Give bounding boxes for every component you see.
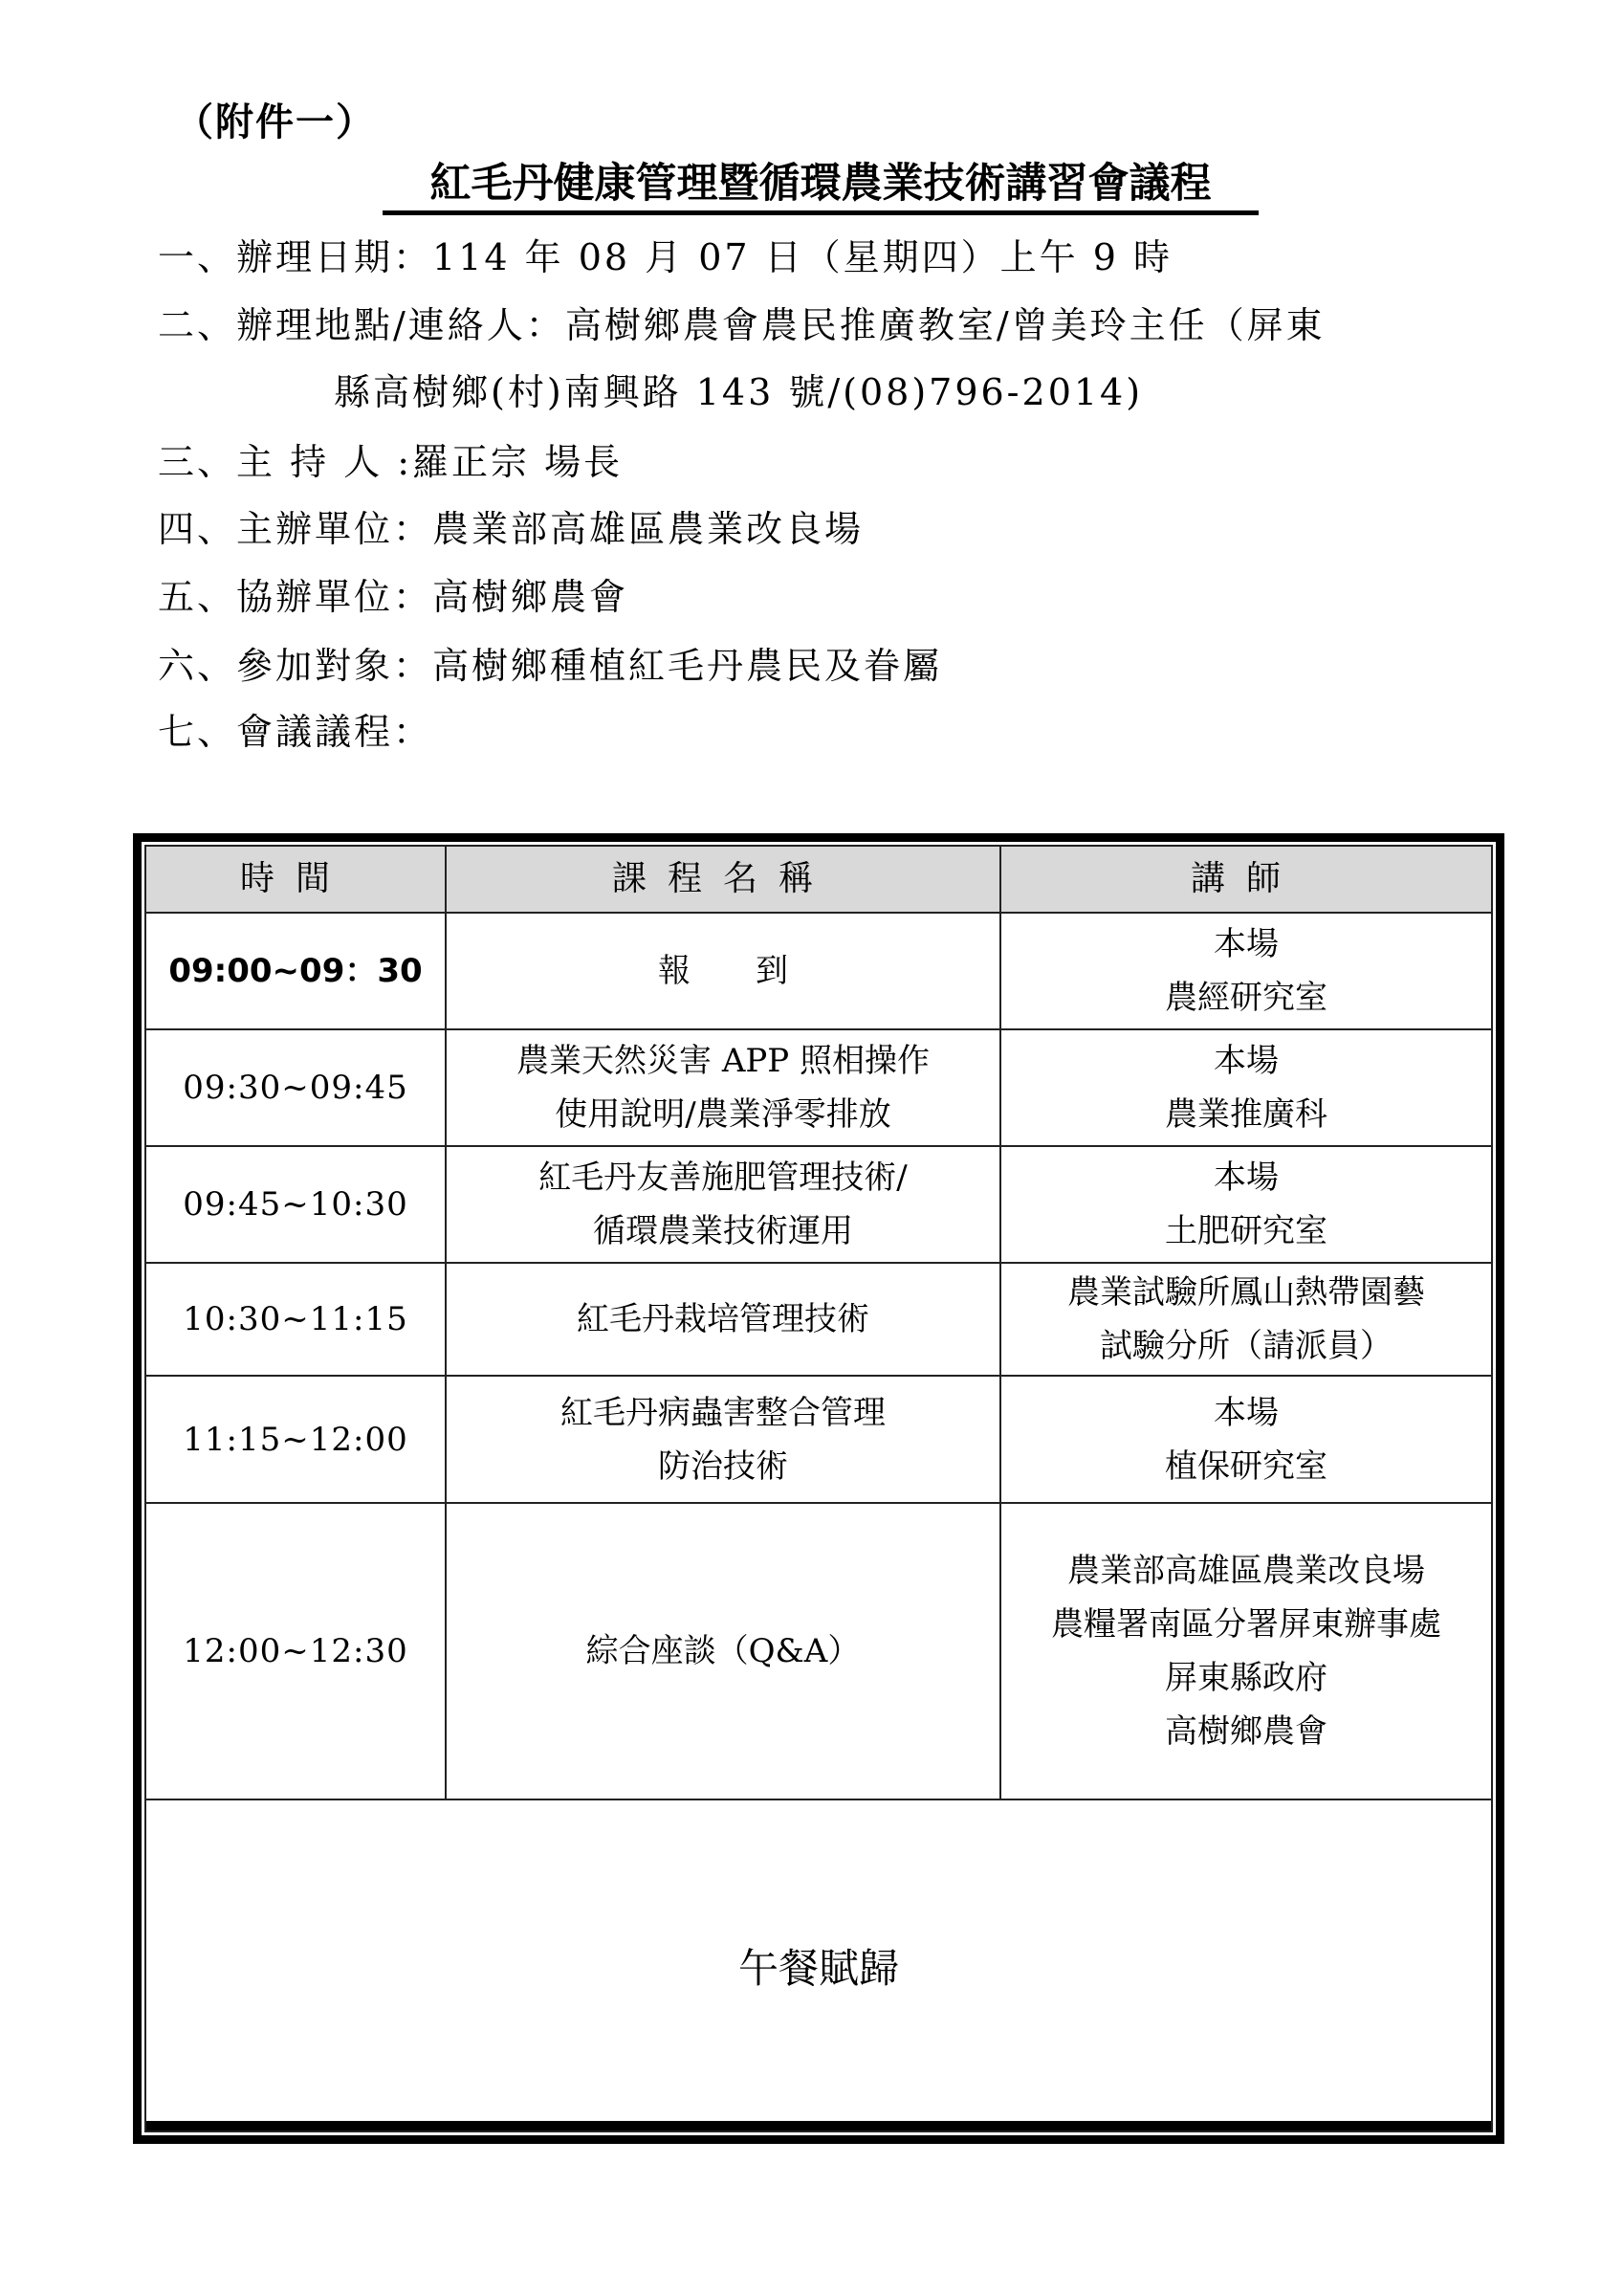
agenda-table bbox=[133, 833, 1504, 2144]
speaker-cell bbox=[1001, 1264, 1491, 1375]
course-cell bbox=[447, 1147, 1001, 1262]
info-location-address: 縣高樹鄉(村)南興路 143 號/(08)796-2014) bbox=[334, 371, 1144, 413]
speaker-cell bbox=[1001, 1377, 1491, 1502]
info-organizer-value: 農業部高雄區農業改良場 bbox=[432, 508, 865, 550]
time-text: 09:30~09:45 bbox=[183, 1069, 408, 1107]
header-speaker bbox=[1001, 847, 1491, 912]
info-co-organizer-label: 五、協辦單位： bbox=[158, 576, 433, 618]
info-host bbox=[158, 438, 623, 486]
header-time-label: 時間 bbox=[239, 859, 351, 898]
course-line: 紅毛丹友善施肥管理技術/ bbox=[538, 1159, 908, 1197]
annex-label: （附件一） bbox=[175, 100, 376, 144]
info-host-value: 羅正宗 場長 bbox=[412, 441, 624, 483]
closing-cell bbox=[146, 1800, 1491, 2130]
info-participants bbox=[158, 642, 942, 690]
course-cell bbox=[447, 914, 1001, 1028]
table-row bbox=[146, 1504, 1491, 1800]
speaker-line: 本場 bbox=[1214, 1393, 1279, 1432]
speaker-line: 農經研究室 bbox=[1165, 979, 1327, 1017]
speaker-line: 農業試驗所鳳山熱帶園藝 bbox=[1067, 1273, 1425, 1312]
agenda-table-inner bbox=[144, 845, 1493, 2132]
course-line: 循環農業技術運用 bbox=[593, 1212, 853, 1250]
table-header-row bbox=[146, 847, 1491, 914]
closing-text: 午餐賦歸 bbox=[737, 1944, 899, 1992]
time-text: 09:00~09：30 bbox=[168, 952, 423, 990]
course-line: 報 到 bbox=[658, 952, 788, 990]
course-line: 農業天然災害 APP 照相操作 bbox=[516, 1042, 930, 1080]
info-location-label: 二、辦理地點/連絡人： bbox=[158, 304, 565, 346]
time-text: 12:00~12:30 bbox=[183, 1632, 408, 1670]
time-cell bbox=[146, 1504, 447, 1799]
document-title: 紅毛丹健康管理暨循環農業技術講習會議程 bbox=[383, 159, 1259, 215]
speaker-cell bbox=[1001, 1504, 1491, 1799]
table-row bbox=[146, 914, 1491, 1030]
table-row bbox=[146, 1147, 1491, 1264]
speaker-cell bbox=[1001, 914, 1491, 1028]
info-date bbox=[158, 233, 1173, 281]
speaker-line: 高樹鄉農會 bbox=[1165, 1712, 1327, 1751]
time-text: 09:45~10:30 bbox=[183, 1185, 408, 1224]
speaker-line: 農業部高雄區農業改良場 bbox=[1067, 1552, 1425, 1590]
speaker-cell bbox=[1001, 1030, 1491, 1145]
course-cell bbox=[447, 1264, 1001, 1375]
time-cell bbox=[146, 1030, 447, 1145]
course-cell bbox=[447, 1377, 1001, 1502]
info-participants-label: 六、參加對象： bbox=[158, 645, 433, 687]
header-speaker-label: 講師 bbox=[1190, 859, 1302, 898]
info-participants-value: 高樹鄉種植紅毛丹農民及眷屬 bbox=[432, 645, 943, 687]
info-organizer-label: 四、主辦單位： bbox=[158, 508, 433, 550]
info-location-value: 高樹鄉農會農民推廣教室/曾美玲主任（屏東 bbox=[564, 304, 1326, 346]
closing-row bbox=[146, 1800, 1491, 2130]
speaker-line: 本場 bbox=[1214, 925, 1279, 963]
course-line: 紅毛丹栽培管理技術 bbox=[577, 1300, 869, 1338]
time-cell bbox=[146, 1264, 447, 1375]
course-line: 綜合座談（Q&A） bbox=[585, 1632, 861, 1670]
time-text: 10:30~11:15 bbox=[183, 1300, 408, 1338]
table-row bbox=[146, 1030, 1491, 1147]
course-cell bbox=[447, 1030, 1001, 1145]
course-line: 紅毛丹病蟲害整合管理 bbox=[560, 1393, 886, 1432]
speaker-line: 農業推廣科 bbox=[1165, 1095, 1327, 1134]
info-date-value: 114 年 08 月 07 日（星期四）上午 9 時 bbox=[432, 236, 1173, 278]
table-row bbox=[146, 1264, 1491, 1377]
table-bottom-rule bbox=[146, 2121, 1491, 2130]
speaker-line: 本場 bbox=[1214, 1159, 1279, 1197]
course-line: 防治技術 bbox=[658, 1446, 788, 1486]
info-location bbox=[158, 301, 1326, 349]
info-organizer bbox=[158, 505, 864, 553]
speaker-line: 本場 bbox=[1214, 1042, 1279, 1080]
time-cell bbox=[146, 1147, 447, 1262]
info-co-organizer-value: 高樹鄉農會 bbox=[432, 576, 629, 618]
speaker-line: 植保研究室 bbox=[1165, 1446, 1327, 1486]
info-agenda-label: 七、會議議程： bbox=[158, 711, 433, 753]
info-co-organizer bbox=[158, 573, 628, 621]
speaker-line: 土肥研究室 bbox=[1165, 1212, 1327, 1250]
course-cell bbox=[447, 1504, 1001, 1799]
info-host-label: 三、主 持 人 : bbox=[158, 441, 413, 483]
time-text: 11:15~12:00 bbox=[183, 1420, 408, 1459]
info-date-label: 一、辦理日期： bbox=[158, 236, 433, 278]
header-time bbox=[146, 847, 447, 912]
course-line: 使用說明/農業淨零排放 bbox=[555, 1095, 891, 1134]
time-cell bbox=[146, 1377, 447, 1502]
header-course bbox=[447, 847, 1001, 912]
speaker-cell bbox=[1001, 1147, 1491, 1262]
speaker-line: 農糧署南區分署屏東辦事處 bbox=[1051, 1605, 1441, 1644]
header-course-label: 課程名稱 bbox=[611, 859, 834, 898]
time-cell bbox=[146, 914, 447, 1028]
table-row bbox=[146, 1377, 1491, 1504]
info-location-continued bbox=[334, 368, 1143, 416]
speaker-line: 屏東縣政府 bbox=[1165, 1659, 1327, 1697]
speaker-line: 試驗分所（請派員） bbox=[1100, 1327, 1393, 1365]
info-agenda-heading bbox=[158, 708, 432, 756]
